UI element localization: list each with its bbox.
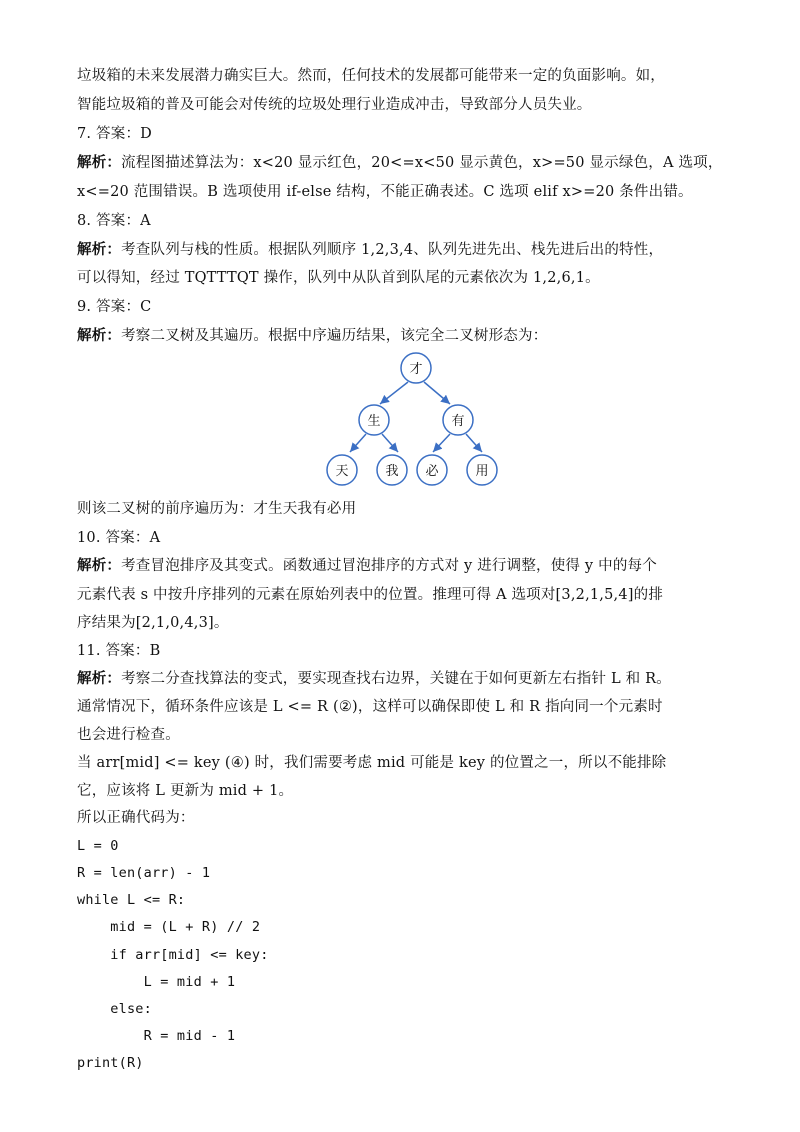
code-line: if arr[mid] <= key: (77, 947, 269, 963)
code-line: mid = (L + R) // 2 (77, 919, 261, 935)
q11-answer: 11. 答案：B (77, 643, 161, 659)
code-line: R = len(arr) - 1 (77, 865, 211, 881)
node-right-right-label: 用 (475, 464, 489, 479)
q9-explanation-1 (77, 326, 547, 346)
edge-left-right (382, 434, 398, 452)
code-line: L = 0 (77, 838, 119, 854)
q11-text-1: 考察二分查找算法的变式，要实现查找右边界，关键在于如何更新左右指针 L 和 R。 (121, 671, 671, 687)
q11-explanation-4: 当 arr[mid] <= key (④) 时，我们需要考虑 mid 可能是 key 的位置之一，所以不能排除 (77, 755, 667, 771)
code-line: R = mid - 1 (77, 1028, 236, 1044)
node-left-right-label: 我 (385, 464, 399, 479)
code-line: while L <= R: (77, 892, 186, 908)
code-line: L = mid + 1 (77, 974, 236, 990)
q10-answer: 10. 答案：A (77, 530, 161, 546)
node-root-label: 才 (409, 362, 423, 377)
q11-explanation-1 (77, 669, 671, 689)
q9-preorder: 则该二叉树的前序遍历为：才生天我有必用 (77, 501, 357, 517)
q11-explanation-3: 也会进行检查。 (77, 727, 180, 743)
q11-explanation-2: 通常情况下，循环条件应该是 L <= R (②)，这样可以确保即使 L 和 R 指向同一个元素时 (77, 699, 663, 715)
q8-label: 解析： (77, 241, 122, 258)
q8-text-1: 考查队列与栈的性质。根据队列顺序 1,2,3,4、队列先进先出、栈先进后出的特性， (121, 242, 664, 258)
intro-line-2: 智能垃圾箱的普及可能会对传统的垃圾处理行业造成冲击，导致部分人员失业。 (77, 97, 592, 113)
q9-label: 解析： (77, 327, 122, 344)
q11-explanation-6: 所以正确代码为： (77, 810, 195, 826)
q7-explanation-1 (77, 153, 723, 173)
edge-left-left (350, 434, 366, 452)
q7-explanation-2: x<=20 范围错误。B 选项使用 if-else 结构，不能正确表述。C 选项 elif x>=20 条件出错。 (77, 184, 693, 200)
q11-explanation-5: 它，应该将 L 更新为 mid + 1。 (77, 783, 294, 799)
q10-text-1: 考查冒泡排序及其变式。函数通过冒泡排序的方式对 y 进行调整，使得 y 中的每个 (121, 558, 657, 574)
q9-answer: 9. 答案：C (77, 299, 152, 315)
node-left-label: 生 (367, 414, 381, 429)
q10-explanation-1 (77, 556, 657, 576)
q8-answer: 8. 答案：A (77, 213, 151, 229)
q10-explanation-3: 序结果为[2,1,0,4,3]。 (77, 615, 229, 631)
node-left-left-label: 天 (335, 464, 349, 479)
q7-label: 解析： (77, 154, 122, 171)
node-right-label: 有 (451, 414, 465, 429)
binary-tree-diagram (320, 348, 510, 494)
q8-explanation-1 (77, 240, 663, 260)
code-line: print(R) (77, 1055, 144, 1071)
q10-label: 解析： (77, 557, 122, 574)
q11-label: 解析： (77, 670, 122, 687)
q7-text-1: 流程图描述算法为：x<20 显示红色，20<=x<50 显示黄色，x>=50 显示绿色，A 选项， (121, 155, 723, 171)
q10-explanation-2: 元素代表 s 中按升序排列的元素在原始列表中的位置。推理可得 A 选项对[3,2,1,5,4]的排 (77, 587, 664, 603)
q9-text-1: 考察二叉树及其遍历。根据中序遍历结果，该完全二叉树形态为： (121, 328, 548, 344)
edge-right-right (466, 434, 482, 452)
edge-root-left (380, 382, 408, 404)
node-right-left-label: 必 (425, 464, 439, 479)
code-line: else: (77, 1001, 152, 1017)
edge-root-right (424, 382, 450, 404)
q7-answer: 7. 答案：D (77, 126, 152, 142)
edge-right-left (433, 434, 450, 452)
intro-line-1: 垃圾箱的未来发展潜力确实巨大。然而，任何技术的发展都可能带来一定的负面影响。如， (77, 68, 665, 84)
q8-explanation-2: 可以得知，经过 TQTTTQT 操作，队列中从队首到队尾的元素依次为 1,2,6,1。 (77, 270, 600, 286)
